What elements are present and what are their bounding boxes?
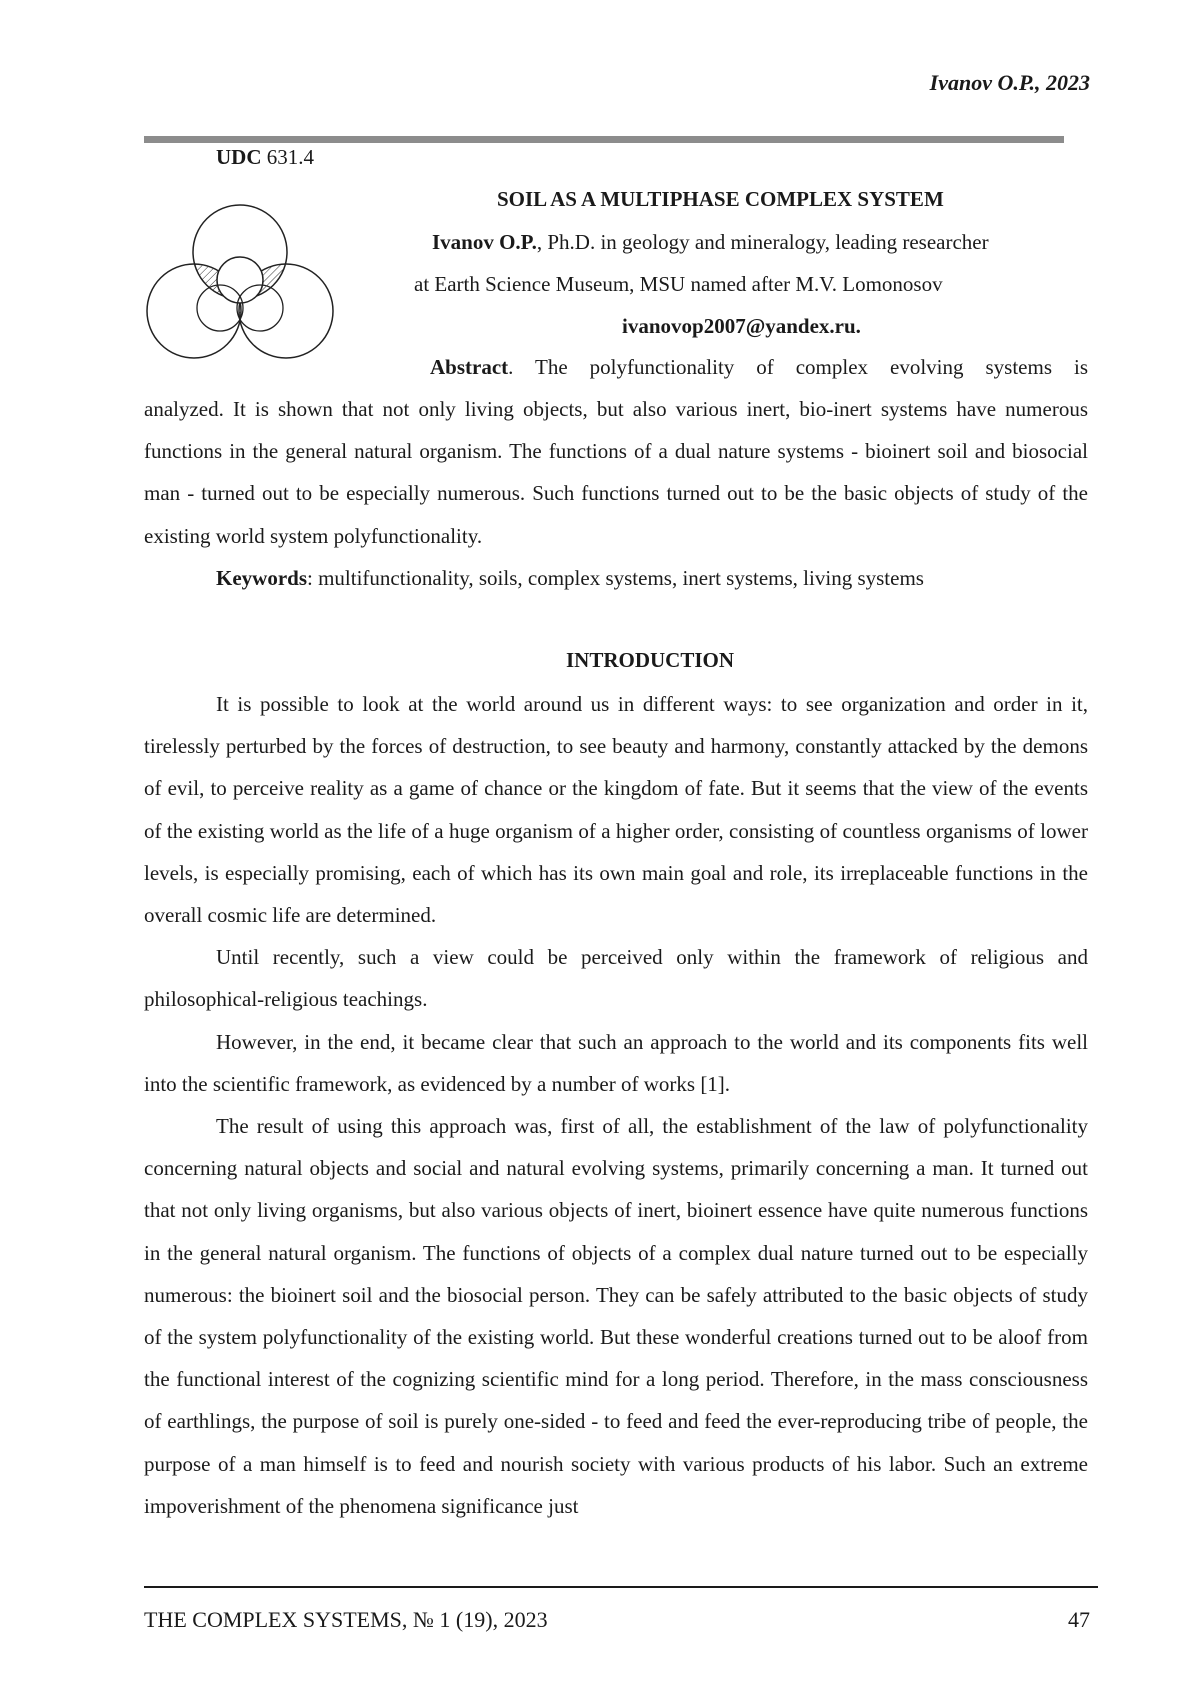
keywords-line bbox=[144, 557, 1088, 599]
intro-paragraph-3: However, in the end, it became clear that such an approach to the world and its components fits well into the scientific framework, as evidenced by a number of works [1]. bbox=[144, 1029, 1088, 1096]
journal-footer: THE COMPLEX SYSTEMS, № 1 (19), 2023 bbox=[144, 1607, 548, 1632]
abstract-first-line bbox=[430, 355, 1088, 380]
abstract-first-text: . The polyfunctionality of complex evolving systems is bbox=[508, 355, 1088, 379]
intro-paragraph-2: Until recently, such a view could be perceived only within the framework of religious and philosophical-religious teachings. bbox=[144, 945, 1088, 1012]
header-rule bbox=[144, 136, 1064, 143]
section-heading-introduction: INTRODUCTION bbox=[565, 648, 735, 672]
intro-paragraph-4: The result of using this approach was, first of all, the establishment of the law of polyfunctionality concerning natural objects and social and natural evolving systems, primarily concerning a man. It turned out that not only living organisms, but also various objects of inert, bioinert essence have quite numerous functions in the general natural organism. The functions of objects of a complex dual nature turned out to be especially numerous: the bioinert soil and the biosocial person. They can be safely attributed to the basic objects of study of the system polyfunctionality of the existing world. But these wonderful creations turned out to be aloof from the functional interest of the cognizing scientific mind for a long period. Therefore, in the mass consciousness of earthlings, the purpose of soil is purely one-sided - to feed and feed the ever-reproducing tribe of people, the purpose of a man himself is to feed and nourish society with various products of his labor. Such an extreme impoverishment of the phenomena significance just bbox=[144, 1114, 1088, 1518]
author-credentials: , Ph.D. in geology and mineralogy, leading researcher bbox=[536, 230, 989, 254]
author-name: Ivanov O.P. bbox=[432, 230, 537, 254]
udc-value: 631.4 bbox=[266, 145, 314, 169]
abstract-body: analyzed. It is shown that not only living objects, but also various inert, bio-inert systems have numerous functions in the general natural organism. The functions of a dual nature systems - bioinert soil and biosocial man - turned out to be especially numerous. Such functions turned out to be the basic objects of study of the existing world system polyfunctionality. bbox=[144, 397, 1088, 548]
keywords-label: Keywords bbox=[216, 566, 307, 590]
udc-label: UDC bbox=[216, 145, 262, 169]
page-number: 47 bbox=[1068, 1607, 1090, 1632]
keywords-text: : multifunctionality, soils, complex systems, inert systems, living systems bbox=[307, 566, 924, 590]
introduction-body bbox=[144, 683, 1088, 1527]
paper-title: SOIL AS A MULTIPHASE COMPLEX SYSTEM bbox=[497, 187, 944, 211]
author-line-1 bbox=[432, 230, 989, 255]
footer-rule bbox=[144, 1586, 1098, 1588]
intro-paragraph-1: It is possible to look at the world around us in different ways: to see organization and order in it, tirelessly perturbed by the forces of destruction, to see beauty and harmony, constantly attacked by the demons of evil, to perceive reality as a game of chance or the kingdom of fate. But it seems that the view of the events of the existing world as the life of a huge organism of a higher order, consisting of countless organisms of lower levels, is especially promising, each of which has its own main goal and role, its irreplaceable functions in the overall cosmic life are determined. bbox=[144, 692, 1088, 928]
author-affiliation: at Earth Science Museum, MSU named after M.V. Lomonosov bbox=[414, 272, 943, 296]
abstract-label: Abstract bbox=[430, 355, 509, 379]
journal-logo-icon bbox=[140, 200, 340, 390]
author-email: ivanovop2007@yandex.ru. bbox=[622, 314, 861, 338]
running-header-author: Ivanov O.P., 2023 bbox=[929, 70, 1090, 95]
udc-line bbox=[216, 145, 314, 170]
